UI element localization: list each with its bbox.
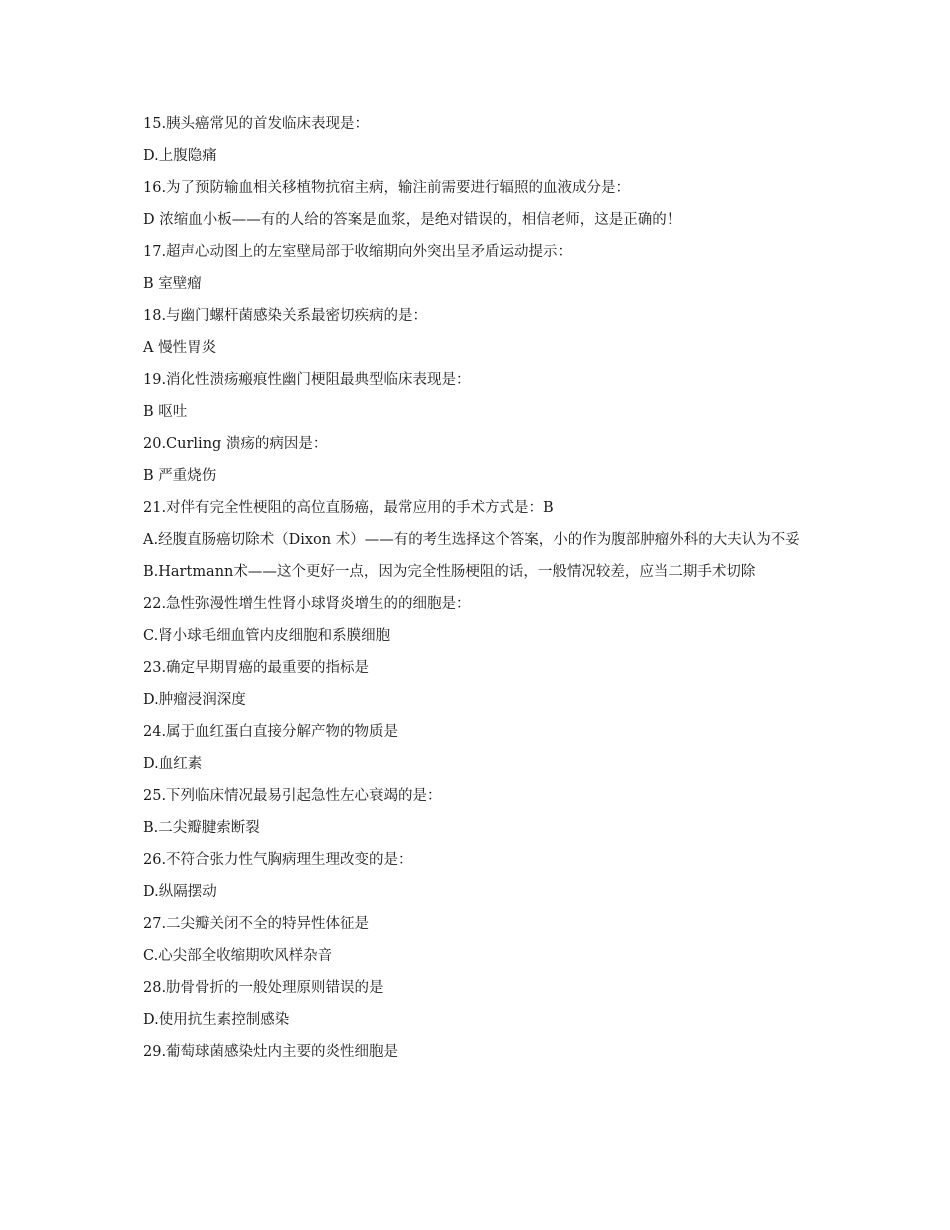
document-body [143,113,823,1073]
answer-28: D.使用抗生素控制感染 [143,1012,290,1028]
question-23: 23.确定早期胃癌的最重要的指标是 [143,660,370,676]
answer-22: C.肾小球毛细血管内皮细胞和系膜细胞 [143,628,391,644]
answer-27: C.心尖部全收缩期吹风样杂音 [143,948,333,964]
question-15: 15.胰头癌常见的首发临床表现是： [143,116,370,132]
answer-26: D.纵隔摆动 [143,884,217,900]
answer-21-option-b: B.Hartmann术——这个更好一点，因为完全性肠梗阻的话，一般情况较差，应当二期手术切除 [143,564,756,580]
question-25: 25.下列临床情况最易引起急性左心衰竭的是： [143,788,442,804]
question-21: 21.对伴有完全性梗阻的高位直肠癌，最常应用的手术方式是：B [143,500,554,516]
answer-20: B 严重烧伤 [143,468,217,484]
question-16: 16.为了预防输血相关移植物抗宿主病，输注前需要进行辐照的血液成分是： [143,180,631,196]
answer-17: B 室壁瘤 [143,276,202,292]
question-29: 29.葡萄球菌感染灶内主要的炎性细胞是 [143,1044,399,1060]
answer-21-option-a: A.经腹直肠癌切除术（Dixon 术）——有的考生选择这个答案，小的作为腹部肿瘤外科的大夫认为不妥 [143,532,800,548]
question-28: 28.肋骨骨折的一般处理原则错误的是 [143,980,384,996]
question-18: 18.与幽门螺杆菌感染关系最密切疾病的是： [143,308,428,324]
question-19: 19.消化性溃疡瘢痕性幽门梗阻最典型临床表现是： [143,372,471,388]
question-26: 26.不符合张力性气胸病理生理改变的是： [143,852,413,868]
question-22: 22.急性弥漫性增生性肾小球肾炎增生的的细胞是： [143,596,471,612]
question-27: 27.二尖瓣关闭不全的特异性体征是 [143,916,370,932]
question-20: 20.Curling 溃疡的病因是： [143,436,328,452]
question-17: 17.超声心动图上的左室壁局部于收缩期向外突出呈矛盾运动提示： [143,244,573,260]
answer-16: D 浓缩血小板——有的人给的答案是血浆，是绝对错误的，相信老师，这是正确的！ [143,212,682,228]
answer-24: D.血红素 [143,756,203,772]
answer-25: B.二尖瓣腱索断裂 [143,820,260,836]
answer-19: B 呕吐 [143,404,188,420]
answer-15: D.上腹隐痛 [143,148,217,164]
answer-23: D.肿瘤浸润深度 [143,692,246,708]
answer-18: A 慢性胃炎 [143,340,217,356]
question-24: 24.属于血红蛋白直接分解产物的物质是 [143,724,399,740]
